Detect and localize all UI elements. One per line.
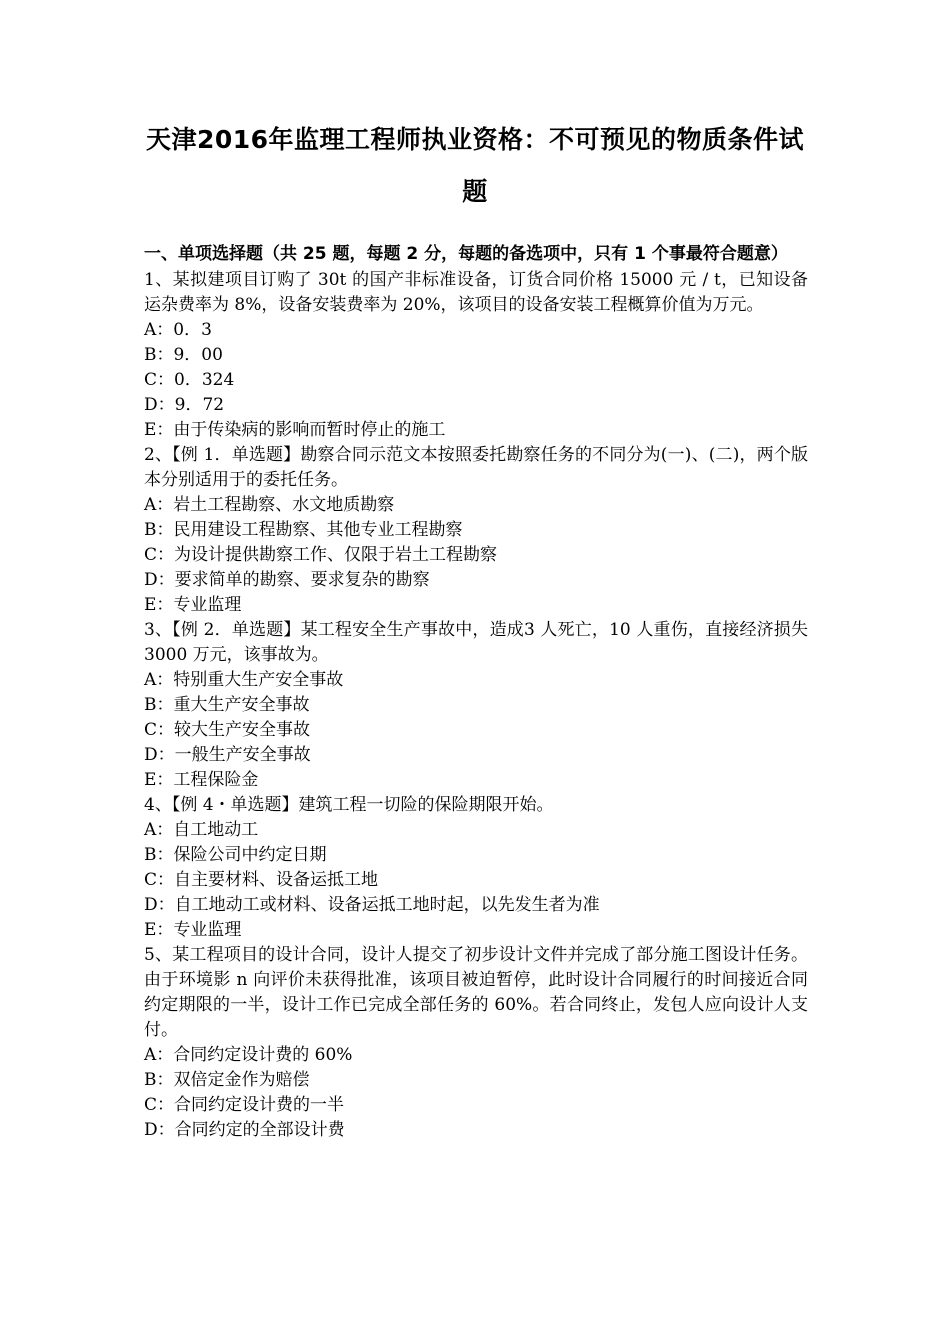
option-d: D：合同约定的全部设计费 <box>144 1120 345 1140</box>
option-d: D：一般生产安全事故 <box>144 745 311 765</box>
option-c: C：自主要材料、设备运抵工地 <box>144 870 379 890</box>
question-stem: 3、【例 2．单选题】某工程安全生产事故中，造成3 人死亡，10 人重伤，直接经济损失 3000 万元，该事故为。 <box>144 620 808 665</box>
option-a: A：0．3 <box>144 320 212 340</box>
question-stem: 2、【例 1．单选题】勘察合同示范文本按照委托勘察任务的不同分为(一)、(二)，两个版本分别适用于的委托任务。 <box>144 445 808 490</box>
option-b: B：9．00 <box>144 345 223 365</box>
option-c: C：较大生产安全事故 <box>144 720 311 740</box>
option-d: D：要求简单的勘察、要求复杂的勘察 <box>144 570 430 590</box>
question-stem: 5、某工程项目的设计合同，设计人提交了初步设计文件并完成了部分施工图设计任务。由于环境影 n 向评价未获得批准，该项目被迫暂停，此时设计合同履行的时间接近合同约定期限的一半，设计工作已完成全部任务的 60%。若合同终止，发包人应向设计人支付。 <box>144 945 808 1040</box>
option-e: E：专业监理 <box>144 595 242 615</box>
option-e: E：由于传染病的影响而暂时停止的施工 <box>144 420 446 440</box>
option-a: A：自工地动工 <box>144 820 259 840</box>
option-e: E：工程保险金 <box>144 770 259 790</box>
option-a: A：特别重大生产安全事故 <box>144 670 344 690</box>
section-heading: 一、单项选择题（共 25 题，每题 2 分，每题的备选项中，只有 1 个事最符合题意） <box>144 244 788 264</box>
document-title: 天津2016年监理工程师执业资格：不可预见的物质条件试题 <box>145 125 805 206</box>
question-stem: 1、某拟建项目订购了 30t 的国产非标准设备，订货合同价格 15000 元 / t，已知设备运杂费率为 8%，设备安装费率为 20%，该项目的设备安装工程概算价值为万元。 <box>144 270 808 315</box>
option-c: C：为设计提供勘察工作、仅限于岩土工程勘察 <box>144 545 498 565</box>
document-body <box>144 243 808 1143</box>
option-a: A：岩土工程勘察、水文地质勘察 <box>144 495 395 515</box>
question-stem: 4、【例 4・单选题】建筑工程一切险的保险期限开始。 <box>144 795 554 815</box>
option-b: B：双倍定金作为赔偿 <box>144 1070 310 1090</box>
option-d: D：自工地动工或材料、设备运抵工地时起，以先发生者为准 <box>144 895 600 915</box>
option-b: B：保险公司中约定日期 <box>144 845 327 865</box>
option-c: C：合同约定设计费的一半 <box>144 1095 345 1115</box>
option-b: B：重大生产安全事故 <box>144 695 310 715</box>
option-c: C：0．324 <box>144 370 235 390</box>
question-3 <box>144 618 808 793</box>
question-2 <box>144 443 808 618</box>
option-b: B：民用建设工程勘察、其他专业工程勘察 <box>144 520 463 540</box>
option-d: D：9．72 <box>144 395 225 415</box>
option-a: A：合同约定设计费的 60% <box>144 1045 353 1065</box>
option-e: E：专业监理 <box>144 920 242 940</box>
question-5 <box>144 943 808 1143</box>
question-1 <box>144 268 808 443</box>
question-4 <box>144 793 808 943</box>
